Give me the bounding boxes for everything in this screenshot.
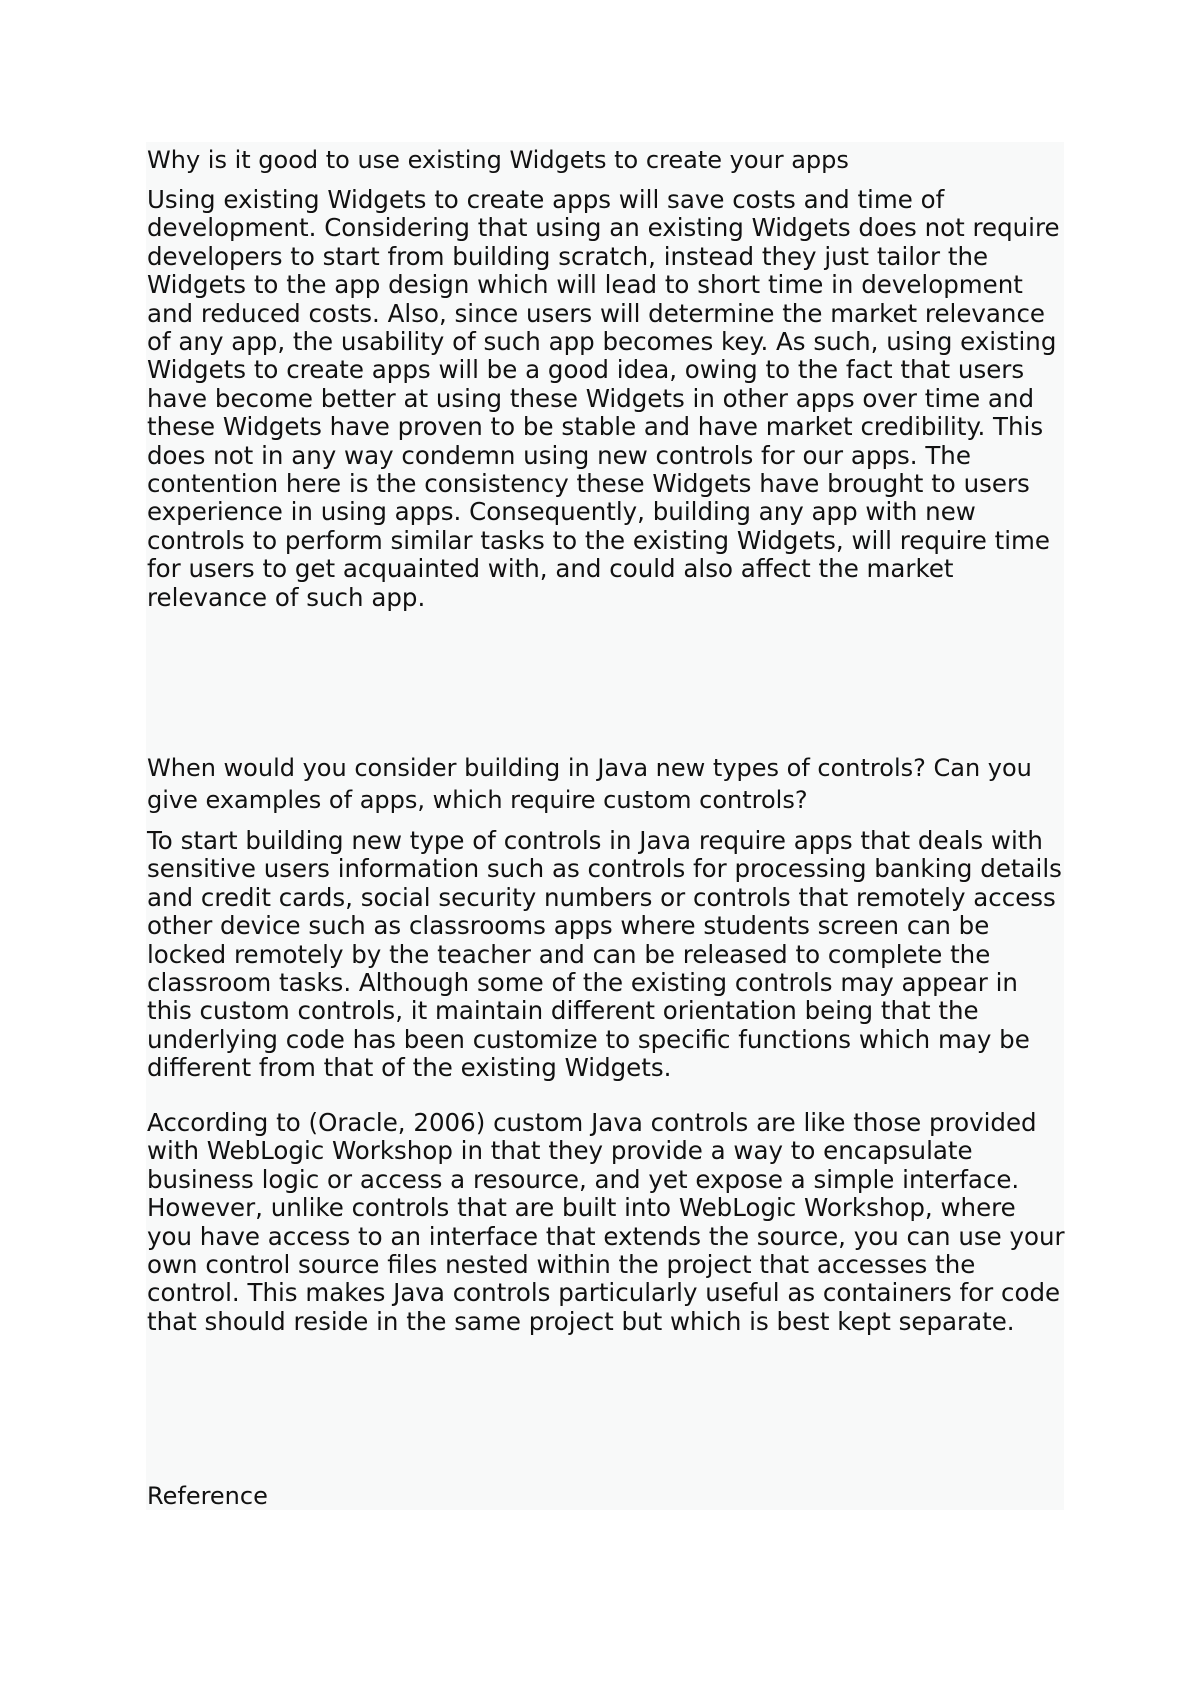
paragraph-widgets-benefits — [147, 186, 1060, 612]
text-line: with WebLogic Workshop in that they provide a way to encapsulate — [147, 1136, 973, 1166]
text-line: Using existing Widgets to create apps will save costs and time of — [147, 185, 945, 214]
text-line: developers to start from building scratch, instead they just tailor the — [147, 241, 989, 271]
heading-custom-controls — [147, 752, 1032, 816]
text-line: To start building new type of controls in Java require apps that deals with — [147, 826, 1043, 855]
text-line: experience in using apps. Consequently, building any app with new — [147, 497, 976, 527]
heading-line: give examples of apps, which require custom controls? — [147, 786, 808, 814]
text-line: have become better at using these Widgets in other apps over time and — [147, 383, 1035, 413]
heading-line: When would you consider building in Java new types of controls? Can you — [147, 754, 1032, 782]
text-line: you have access to an interface that extends the source, you can use your — [147, 1221, 1065, 1251]
text-line: these Widgets have proven to be stable and have market credibility. This — [147, 412, 1044, 442]
heading-reference: Reference — [147, 1482, 268, 1510]
text-line: Widgets to the app design which will lead to short time in development — [147, 270, 1023, 300]
text-line: this custom controls, it maintain different orientation being that the — [147, 996, 979, 1026]
text-line: control. This makes Java controls particularly useful as containers for code — [147, 1278, 1061, 1308]
text-line: locked remotely by the teacher and can be released to complete the — [147, 939, 991, 969]
text-line: that should reside in the same project but which is best kept separate. — [147, 1306, 1015, 1336]
text-line: contention here is the consistency these Widgets have brought to users — [147, 469, 1030, 499]
text-line: for users to get acquainted with, and could also affect the market — [147, 554, 954, 584]
text-line: Widgets to create apps will be a good idea, owing to the fact that users — [147, 355, 1025, 385]
text-line: business logic or access a resource, and yet expose a simple interface. — [147, 1164, 1020, 1194]
text-line: classroom tasks. Although some of the existing controls may appear in — [147, 968, 1018, 998]
text-line: of any app, the usability of such app becomes key. As such, using existing — [147, 327, 1057, 357]
text-line: underlying code has been customize to specific functions which may be — [147, 1024, 1030, 1054]
text-line: and reduced costs. Also, since users will determine the market relevance — [147, 298, 1045, 328]
text-line: development. Considering that using an existing Widgets does not require — [147, 213, 1060, 243]
text-line: controls to perform similar tasks to the existing Widgets, will require time — [147, 525, 1050, 555]
text-line: other device such as classrooms apps where students screen can be — [147, 911, 990, 941]
text-line: According to (Oracle, 2006) custom Java controls are like those provided — [147, 1108, 1037, 1137]
text-line: sensitive users information such as controls for processing banking details — [147, 854, 1062, 884]
text-line: own control source files nested within the project that accesses the — [147, 1250, 976, 1280]
text-line: However, unlike controls that are built into WebLogic Workshop, where — [147, 1193, 1016, 1223]
text-line: relevance of such app. — [147, 582, 426, 612]
text-line: does not in any way condemn using new controls for our apps. The — [147, 440, 971, 470]
paragraph-oracle-citation — [147, 1109, 1065, 1336]
heading-why-use-widgets: Why is it good to use existing Widgets to create your apps — [147, 146, 849, 174]
paragraph-custom-controls-examples — [147, 827, 1062, 1083]
text-line: and credit cards, social security numbers or controls that remotely access — [147, 882, 1056, 912]
text-line: different from that of the existing Widgets. — [147, 1053, 672, 1083]
